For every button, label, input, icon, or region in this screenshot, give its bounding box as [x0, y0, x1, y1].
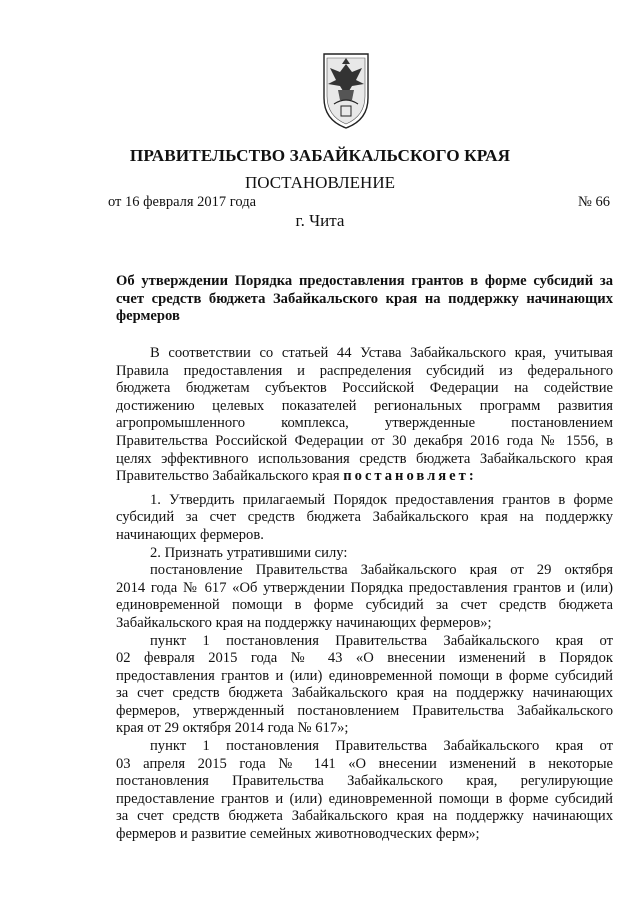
text-line: 1. Утвердить прилагаемый Порядок предоставления грантов в форме [150, 491, 613, 508]
paragraph-item-1 [116, 492, 613, 545]
title-line: фермеров [116, 308, 180, 325]
paragraph-revoked-1 [116, 562, 613, 632]
text-line: единовременной помощи в форме субсидий за счет средств бюджета [116, 597, 613, 614]
text-line: Правительства Российской Федерации от 30 декабря 2016 года № 1556, в [116, 432, 613, 449]
text-line: края от 29 октября 2014 года № 617»; [116, 720, 349, 737]
text-line: пункт 1 постановления Правительства Забайкальского края от [150, 632, 613, 649]
document-type: ПОСТАНОВЛЕНИЕ [244, 173, 395, 192]
text-line: 03 апреля 2015 года № 141 «О внесении изменений в некоторые [116, 755, 613, 772]
paragraph-preamble [116, 345, 613, 486]
text-line: фермеров, утвержденный постановлением Правительства Забайкальского [116, 702, 613, 719]
document-body [116, 345, 613, 844]
resolves-word: постановляет: [343, 468, 477, 485]
document-title [116, 272, 613, 325]
text-line: постановление Правительства Забайкальского края от 29 октября [150, 562, 613, 579]
text-line: целях эффективного использования средств бюджета Забайкальского края [116, 450, 613, 467]
text-line: В соответствии со статьей 44 Устава Забайкальского края, учитывая [150, 345, 613, 361]
closing-text: Правительство Забайкальского края [116, 468, 344, 485]
text-line: фермеров и развитие семейных животноводческих ферм»; [116, 826, 480, 843]
text-line: агропромышленного комплекса, утвержденные постановлением [116, 415, 613, 432]
text-line: достижению целевых показателей региональных программ развития [116, 397, 613, 414]
text-line: Забайкальского края на поддержку начинающих фермеров»; [116, 614, 492, 631]
text-line: начинающих фермеров. [116, 526, 264, 543]
text-line: 2014 года № 617 «Об утверждении Порядка предоставления грантов и (или) [116, 579, 613, 596]
document-date: от 16 февраля 2017 года [108, 194, 257, 210]
paragraph-item-2 [116, 545, 613, 563]
text-line: пункт 1 постановления Правительства Забайкальского края от [150, 738, 613, 755]
title-line: Об утверждении Порядка предоставления грантов в форме субсидий за [116, 273, 613, 289]
text-line [116, 468, 613, 486]
text-line: за счет средств бюджета Забайкальского края на поддержку начинающих [116, 685, 613, 702]
text-line: предоставления грантов и (или) единовременной помощи в форме субсидий [116, 667, 613, 684]
government-name: ПРАВИТЕЛЬСТВО ЗАБАЙКАЛЬСКОГО КРАЯ [129, 146, 511, 165]
coat-of-arms-icon [320, 50, 372, 130]
text-line: 02 февраля 2015 года № 43 «О внесении изменений в Порядок [116, 650, 613, 667]
text-line: за счет средств бюджета Забайкальского края на поддержку начинающих [116, 808, 613, 825]
text-line: предоставление грантов и (или) единовременной помощи в форме субсидий [116, 790, 613, 807]
title-line: счет средств бюджета Забайкальского края на поддержку начинающих [116, 290, 613, 307]
text-line: Правила предоставления и распределения субсидий из федерального [116, 362, 613, 379]
document-number: № 66 [578, 194, 610, 210]
date-line [108, 194, 610, 211]
text-line: бюджета бюджетам субъектов Российской Федерации на содействие [116, 380, 613, 397]
paragraph-revoked-3 [116, 738, 613, 844]
city-name: г. Чита [295, 211, 345, 230]
paragraph-revoked-2 [116, 633, 613, 739]
text-line: 2. Признать утратившими силу: [150, 544, 348, 561]
text-line: постановления Правительства Забайкальского края, регулирующие [116, 773, 613, 790]
text-line: субсидий за счет средств бюджета Забайкальского края на поддержку [116, 509, 613, 526]
